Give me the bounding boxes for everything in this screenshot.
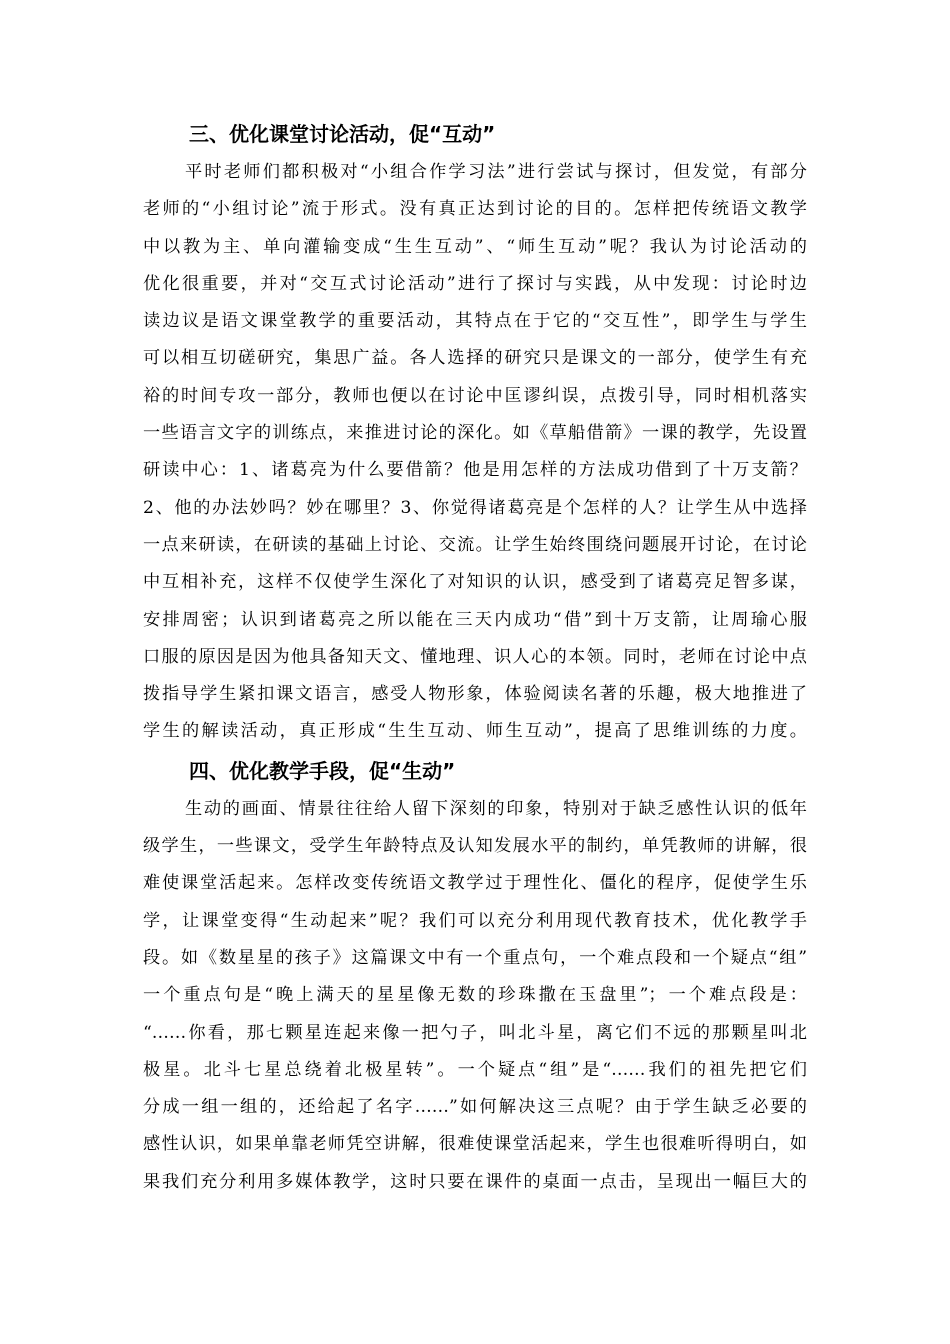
page-content [143,114,807,1201]
text-line: 平时老师们都积极对“小组合作学习法”进行尝试与探讨，但发觉，有部分 [185,162,807,182]
text-line: 一个重点句是“晚上满天的星星像无数的珍珠撒在玉盘里”；一个难点段是： [143,985,807,1006]
text-line: 级学生，一些课文，受学生年龄特点及认知发展水平的制约，单凭教师的讲解，很 [143,836,807,857]
text-line: 中互相补充，这样不仅使学生深化了对知识的认识，感受到了诸葛亮足智多谋， [143,572,807,593]
text-line: 可以相互切磋研究，集思广益。各人选择的研究只是课文的一部分，使学生有充 [143,348,807,369]
text-line: 优化很重要，并对“交互式讨论活动”进行了探讨与实践，从中发现：讨论时边 [143,273,807,294]
text-line: 老师的“小组讨论”流于形式。没有真正达到讨论的目的。怎样把传统语文教学 [143,199,807,220]
text-line: 分成一组一组的，还给起了名字……”如何解决这三点呢？由于学生缺乏必要的 [143,1097,807,1118]
text-line: 极星。北斗七星总绕着北极星转”。一个疑点“组”是“……我们的祖先把它们 [143,1059,807,1080]
text-line: 果我们充分利用多媒体教学，这时只要在课件的桌面一点击，呈现出一幅巨大的 [143,1171,807,1192]
text-line: 裕的时间专攻一部分，教师也便以在讨论中匡谬纠误，点拨引导，同时相机落实 [143,385,807,406]
text-line: 学生的解读活动，真正形成“生生互动、师生互动”，提高了思维训练的力度。 [143,721,807,742]
text-line: 一点来研读，在研读的基础上讨论、交流。让学生始终围绕问题展开讨论，在讨论 [143,534,807,555]
text-line: 感性认识，如果单靠老师凭空讲解，很难使课堂活起来，学生也很难听得明白，如 [143,1134,807,1155]
section4-heading: 四、优化教学手段，促“生动” [189,758,456,783]
text-line: 难使课堂活起来。怎样改变传统语文教学过于理性化、僵化的程序，促使学生乐 [143,873,807,894]
text-line: 段。如《数星星的孩子》这篇课文中有一个重点句，一个难点段和一个疑点“组” [143,947,807,968]
text-line: 生动的画面、情景往往给人留下深刻的印象，特别对于缺乏感性认识的低年 [185,798,807,819]
text-line: 研读中心：1、诸葛亮为什么要借箭？他是用怎样的方法成功借到了十万支箭？ [143,460,807,481]
text-line: “……你看，那七颗星连起来像一把勺子，叫北斗星，离它们不远的那颗星叫北 [143,1022,807,1043]
text-line: 拨指导学生紧扣课文语言，感受人物形象，体验阅读名著的乐趣，极大地推进了 [143,684,807,705]
text-line: 中以教为主、单向灌输变成“生生互动”、“师生互动”呢？我认为讨论活动的 [143,236,807,257]
section4-paragraph [143,791,807,1201]
text-line: 学，让课堂变得“生动起来”呢？我们可以充分利用现代教育技术，优化教学手 [143,910,807,931]
text-line: 口服的原因是因为他具备知天文、懂地理、识人心的本领。同时，老师在讨论中点 [143,646,807,667]
text-line: 读边议是语文课堂教学的重要活动，其特点在于它的“交互性”，即学生与学生 [143,311,807,332]
text-line: 一些语言文字的训练点，来推进讨论的深化。如《草船借箭》一课的教学，先设置 [143,423,807,444]
section3-heading: 三、优化课堂讨论活动，促“互动” [189,122,496,146]
text-line: 安排周密；认识到诸葛亮之所以能在三天内成功“借”到十万支箭，让周瑜心服 [143,609,807,630]
text-line: 2、他的办法妙吗？妙在哪里？3、你觉得诸葛亮是个怎样的人？让学生从中选择 [143,497,807,518]
section3-paragraph [143,154,807,751]
